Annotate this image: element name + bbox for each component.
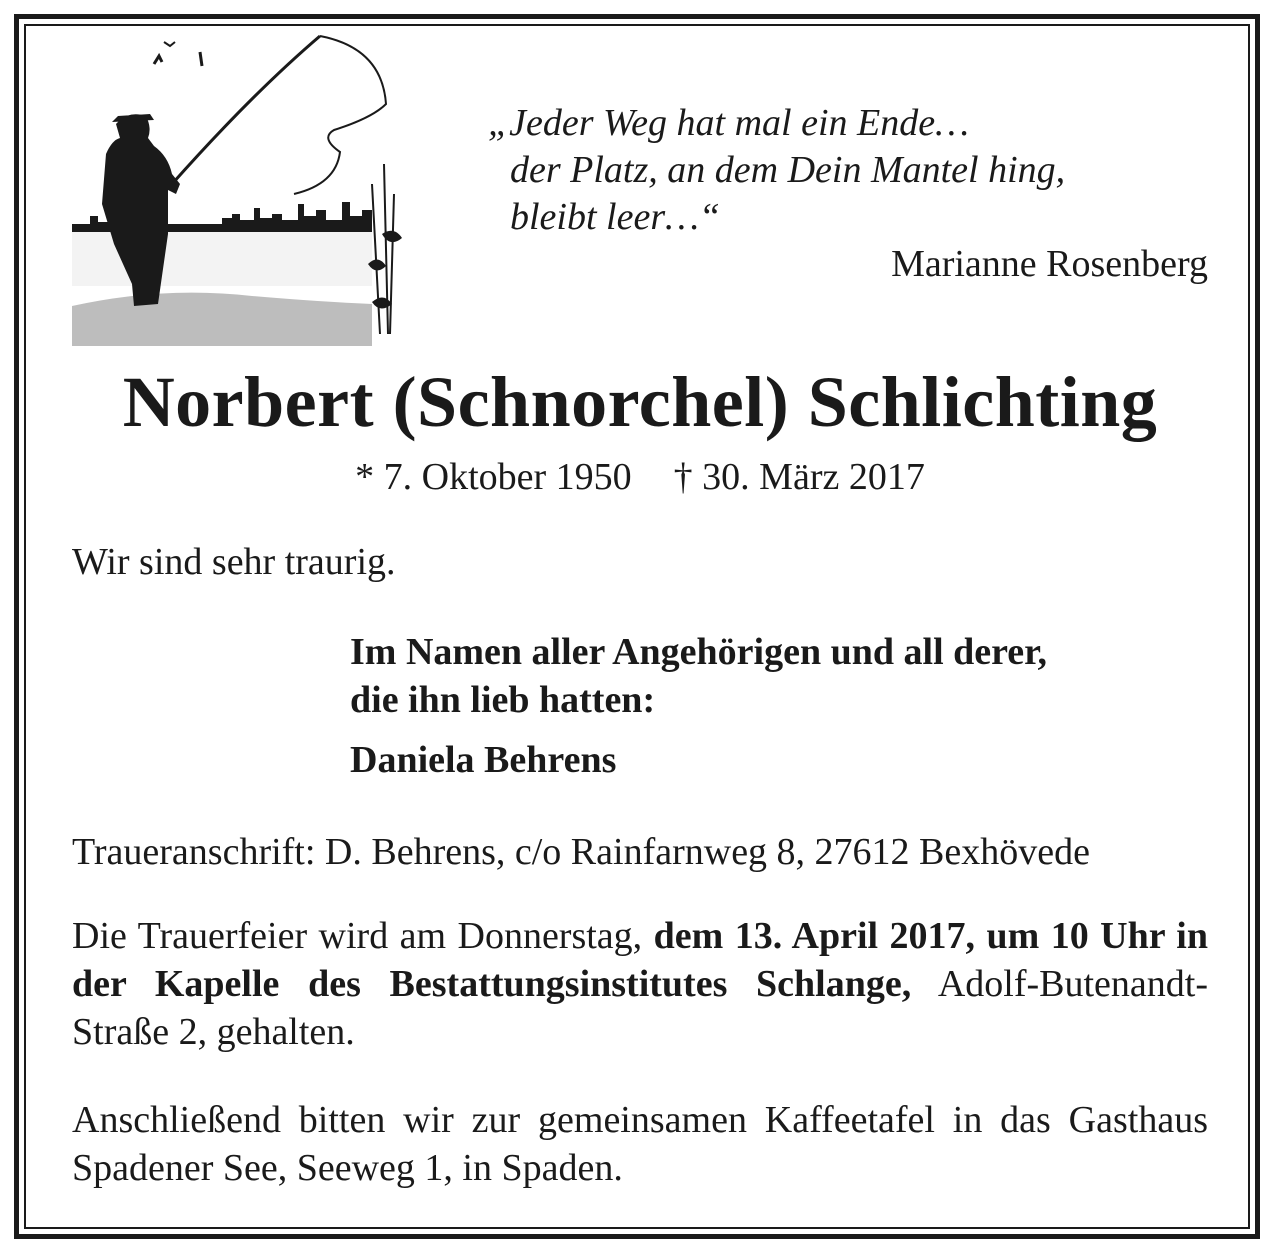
grief-message: Wir sind sehr traurig. [72,541,396,583]
quote-line: „Jeder Weg hat mal ein Ende… [488,102,969,144]
signers-block [350,628,1047,724]
service-date-location: dem 13. April 2017, um 10 Uhr in der Kapelle des Bestattungsinstitutes Schlange, [72,915,1209,1005]
life-dates [0,455,1280,499]
quote-line: bleibt leer…“ [510,196,721,238]
deceased-name: Norbert (Schnorchel) Schlichting [122,362,1158,442]
service-intro: Die Trauerfeier wird am Donnerstag, [72,915,654,957]
mourning-address: Traueranschrift: D. Behrens, c/o Rainfarnweg 8, 27612 Bexhövede [72,831,1091,873]
epigraph-quote [488,100,1065,241]
birth-date: * 7. Oktober 1950 [355,456,632,498]
signers-line: Im Namen aller Angehörigen und all derer, [350,631,1048,673]
reception-text: Anschließend bitten wir zur gemeinsamen Kaffeetafel in das Gasthaus Spadener See, Seeweg 1, in Spaden. [72,1099,1208,1189]
signers-line: die ihn lieb hatten: [350,679,656,721]
quote-line: der Platz, an dem Dein Mantel hing, [510,149,1066,191]
funeral-service-text [72,912,1208,1056]
quote-author: Marianne Rosenberg [891,243,1208,285]
angler-silhouette-icon [72,34,408,346]
death-date: † 30. März 2017 [673,456,925,498]
signer-name: Daniela Behrens [350,739,617,781]
service-outro: Adolf-Butenandt-Straße 2, gehalten. [72,963,1208,1053]
